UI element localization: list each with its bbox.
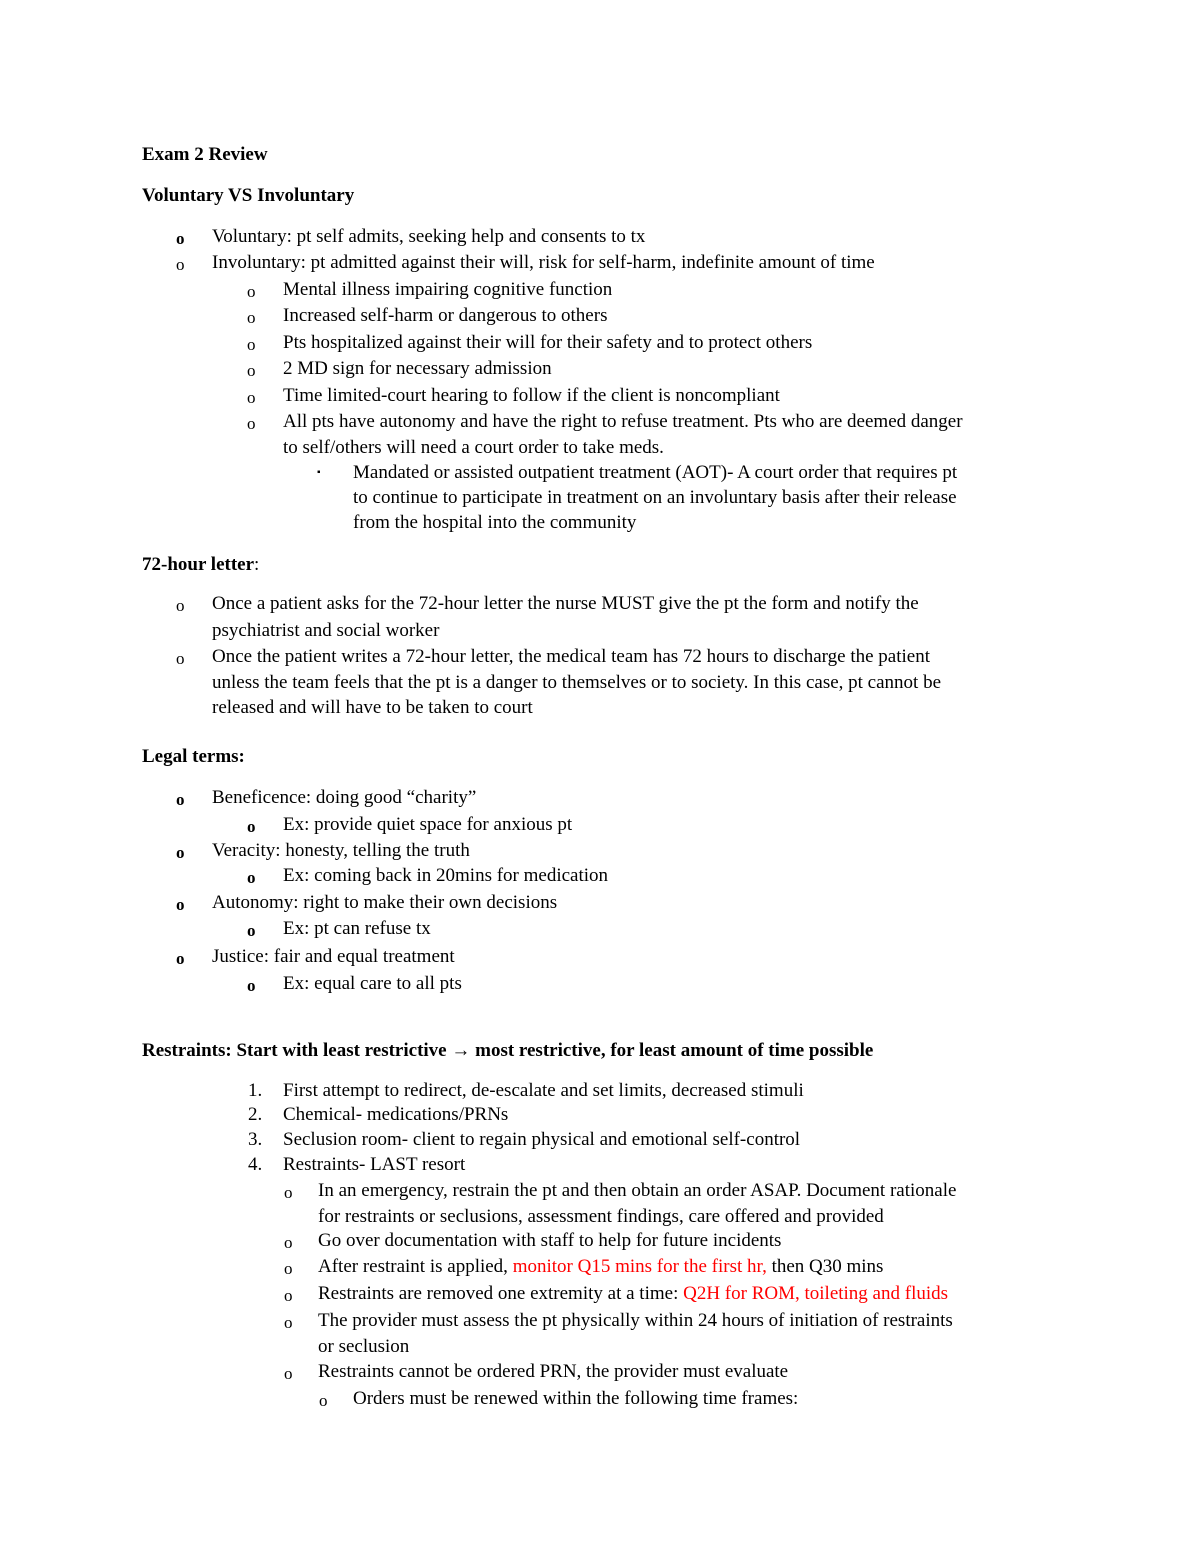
- bullet-o: o: [247, 282, 256, 301]
- restraint-subitem: [318, 1284, 948, 1303]
- bullet-o: o: [176, 596, 185, 615]
- bullet-o: o: [247, 308, 256, 327]
- legal-example: Ex: pt can refuse tx: [283, 918, 431, 939]
- bullet-o: o: [247, 335, 256, 354]
- restraint-step: Seclusion room- client to regain physical and emotional self-control: [283, 1129, 801, 1150]
- bullet-o: o: [284, 1233, 293, 1252]
- voluntary-item: Voluntary: pt self admits, seeking help and consents to tx: [212, 226, 646, 247]
- involuntary-subitem: Increased self-harm or dangerous to others: [283, 305, 608, 326]
- restraint-subitem: In an emergency, restrain the pt and then obtain an order ASAP. Document rationale: [318, 1180, 957, 1201]
- bullet-o: o: [247, 921, 256, 940]
- bullet-o: o: [284, 1286, 293, 1305]
- letter-item-cont: psychiatrist and social worker: [212, 620, 440, 641]
- restraint-subitem: The provider must assess the pt physically within 24 hours of initiation of restraints: [318, 1310, 953, 1331]
- restraint-step: Restraints- LAST resort: [283, 1154, 466, 1175]
- involuntary-subitem: Mental illness impairing cognitive function: [283, 279, 613, 300]
- legal-example: Ex: coming back in 20mins for medication: [283, 865, 609, 886]
- restraints-heading: Restraints: Start with least restrictive → most restrictive, for least amount of time possible: [142, 1040, 874, 1061]
- bullet-o: o: [176, 229, 185, 248]
- bullet-o: o: [176, 649, 185, 668]
- letter-item: Once a patient asks for the 72-hour letter the nurse MUST give the pt the form and notify the: [212, 593, 919, 614]
- legal-term: Beneficence: doing good “charity”: [212, 787, 477, 808]
- bullet-o: o: [247, 388, 256, 407]
- monitor-text: After restraint is applied,: [318, 1256, 513, 1277]
- step-number: 4.: [248, 1154, 263, 1175]
- letter-item: Once the patient writes a 72-hour letter, the medical team has 72 hours to discharge the patient: [212, 646, 931, 667]
- bullet-o: o: [247, 817, 256, 836]
- monitor-text-end: then Q30 mins: [766, 1256, 884, 1277]
- orders-subitem: Orders must be renewed within the following time frames:: [353, 1388, 799, 1409]
- aot-item: Mandated or assisted outpatient treatment (AOT)- A court order that requires pt: [353, 462, 958, 483]
- bullet-o: o: [176, 895, 185, 914]
- bullet-o: o: [176, 255, 185, 274]
- legal-term: Justice: fair and equal treatment: [212, 946, 455, 967]
- letter-heading: 72-hour letter: [142, 554, 255, 575]
- bullet-o: o: [247, 868, 256, 887]
- letter-item-cont: released and will have to be taken to court: [212, 697, 533, 718]
- restraint-subitem: [318, 1257, 883, 1276]
- legal-term: Autonomy: right to make their own decisions: [212, 892, 558, 913]
- involuntary-subitem: 2 MD sign for necessary admission: [283, 358, 552, 379]
- bullet-o: o: [284, 1313, 293, 1332]
- bullet-o: o: [176, 949, 185, 968]
- legal-example: Ex: provide quiet space for anxious pt: [283, 814, 573, 835]
- bullet-o: o: [284, 1259, 293, 1278]
- bullet-o: o: [284, 1364, 293, 1383]
- step-number: 1.: [248, 1080, 263, 1101]
- involuntary-subitem: All pts have autonomy and have the right to refuse treatment. Pts who are deemed danger: [283, 411, 963, 432]
- document-title: Exam 2 Review: [142, 144, 268, 165]
- letter-heading-colon: :: [254, 554, 260, 575]
- bullet-o: o: [319, 1391, 328, 1410]
- letter-heading-line: [142, 555, 259, 574]
- bullet-o: o: [247, 976, 256, 995]
- monitor-highlight: monitor Q15 mins for the first hr,: [512, 1256, 767, 1277]
- step-number: 2.: [248, 1104, 263, 1125]
- legal-example: Ex: equal care to all pts: [283, 973, 462, 994]
- aot-item-cont: from the hospital into the community: [353, 512, 637, 533]
- bullet-o: o: [176, 843, 185, 862]
- aot-item-cont: to continue to participate in treatment on an involuntary basis after their release: [353, 487, 957, 508]
- restraint-subitem-cont: for restraints or seclusions, assessment findings, care offered and provided: [318, 1206, 884, 1227]
- bullet-o: o: [247, 361, 256, 380]
- restraint-subitem: Restraints cannot be ordered PRN, the provider must evaluate: [318, 1361, 789, 1382]
- legal-term: Veracity: honesty, telling the truth: [212, 840, 470, 861]
- involuntary-subitem: Time limited-court hearing to follow if the client is noncompliant: [283, 385, 780, 406]
- involuntary-item: Involuntary: pt admitted against their will, risk for self-harm, indefinite amount of time: [212, 252, 875, 273]
- involuntary-subitem: Pts hospitalized against their will for their safety and to protect others: [283, 332, 813, 353]
- restraint-subitem-cont: or seclusion: [318, 1336, 410, 1357]
- removed-text: Restraints are removed one extremity at a time:: [318, 1283, 684, 1304]
- involuntary-subitem-cont: to self/others will need a court order to take meds.: [283, 437, 664, 458]
- restraint-step: Chemical- medications/PRNs: [283, 1104, 509, 1125]
- step-number: 3.: [248, 1129, 263, 1150]
- bullet-o: o: [247, 414, 256, 433]
- legal-heading: Legal terms:: [142, 746, 245, 767]
- bullet-o: o: [284, 1183, 293, 1202]
- letter-item-cont: unless the team feels that the pt is a danger to themselves or to society. In this case, pt cannot be: [212, 672, 942, 693]
- voluntary-heading: Voluntary VS Involuntary: [142, 185, 355, 206]
- restraint-step: First attempt to redirect, de-escalate and set limits, decreased stimuli: [283, 1080, 804, 1101]
- bullet-square: ▪: [317, 467, 321, 478]
- removed-highlight: Q2H for ROM, toileting and fluids: [683, 1283, 949, 1304]
- bullet-o: o: [176, 790, 185, 809]
- restraint-subitem: Go over documentation with staff to help for future incidents: [318, 1230, 782, 1251]
